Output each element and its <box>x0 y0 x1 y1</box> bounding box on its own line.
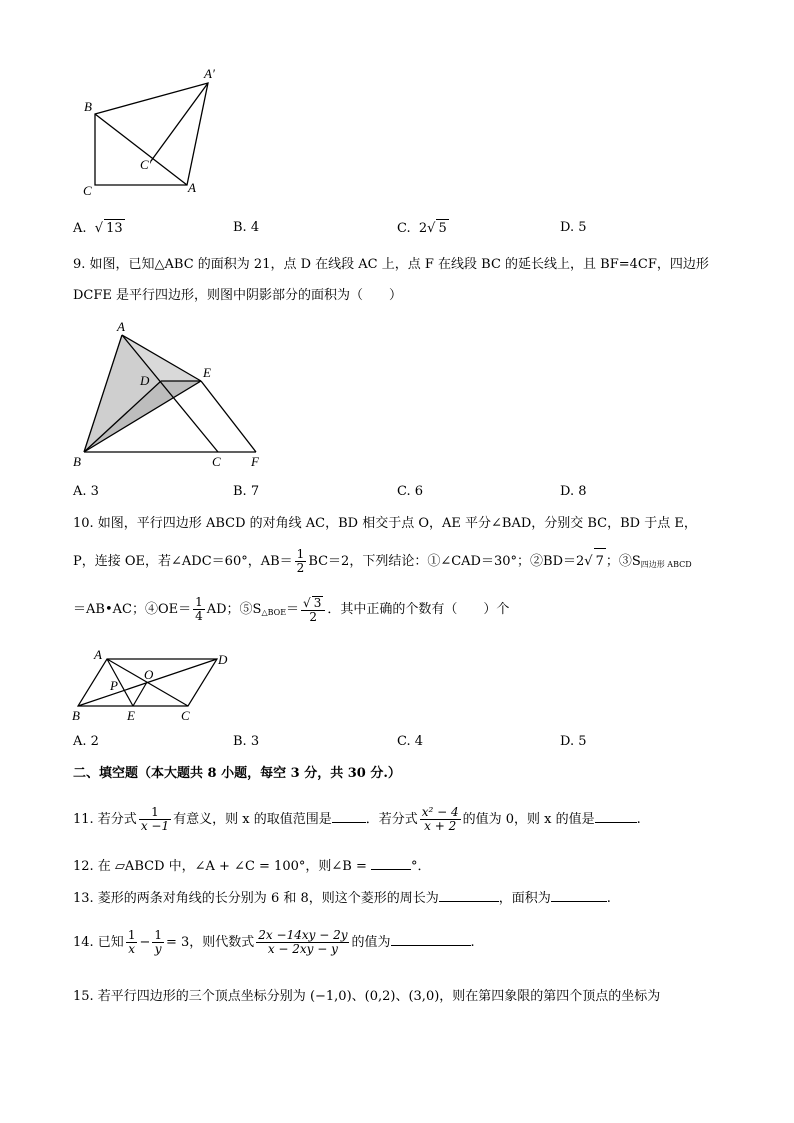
label-e: E <box>203 365 211 380</box>
label-d: D <box>140 373 150 388</box>
blank-q14 <box>391 945 471 946</box>
blank-q13-1 <box>439 901 499 902</box>
q12: 12. 在 ▱ABCD 中，∠A + ∠C = 100°，则∠B = °． <box>73 859 431 874</box>
fraction-one-quarter: $\frac{1}{4}$ <box>195 595 203 623</box>
figure-q9 <box>70 318 270 470</box>
section-fill-in-blank-title: 二、填空题（本大题共 8 小题，每空 3 分，共 30 分.） <box>73 766 401 781</box>
label-a: A <box>94 647 102 662</box>
segment-ba <box>95 114 187 185</box>
q9-option-a: A. 3 <box>73 484 99 499</box>
fraction-algebraic-expression: $\frac{2x -14xy - 2y}{x - 2xy - y}$ <box>258 928 348 956</box>
q10-stem-line1: 10. 如图，平行四边形 ABCD 的对角线 AC，BD 相交于点 O，AE 平分∠BAD，分别交 BC，BD 于点 E， <box>73 516 697 531</box>
q10-option-d: D. 5 <box>560 734 587 749</box>
label-f: F <box>251 454 259 469</box>
blank-q11-1 <box>332 822 366 823</box>
q9-stem-line1: 9. 如图，已知△ABC 的面积为 21，点 D 在线段 AC 上，点 F 在线段 BC 的延长线上，且 BF=4CF，四边形 <box>73 257 709 272</box>
label-c-prime: C′ <box>140 157 152 172</box>
label-b: B <box>73 454 81 469</box>
q8-option-d: D. 5 <box>560 220 587 235</box>
q10-stem-line3: ＝AB•AC；④OE＝ $\frac{1}{4}$ AD；$⑤S_{\triangle BOE}=$ $\frac{√ 3}{2}$ ．其中正确的个数有（ ）个 <box>73 595 510 624</box>
q10-option-a: A. 2 <box>73 734 99 749</box>
fraction-1-over-x: $\frac{1}{x}$ <box>127 928 136 956</box>
q8-option-a: A. √ 13 <box>73 221 123 236</box>
q11: 11. 若分式 $\frac{1}{x -1}$ 有意义，则 x 的取值范围是 ．若分式 $\frac{\text{x² − 4}}{x + 2}$ 的值为 0，则 x 的值是 . <box>73 805 641 833</box>
figure-q8 <box>70 65 230 200</box>
fraction-1-over-x-minus-1: $\frac{1}{x -1}$ <box>140 805 170 833</box>
blank-q11-2 <box>595 822 637 823</box>
q9-option-c: C. 6 <box>397 484 424 499</box>
label-o: O <box>144 667 154 682</box>
label-c: C <box>83 183 92 198</box>
fraction-x2-minus-4-over-x-plus-2: $\frac{\text{x² − 4}}{x + 2}$ <box>421 805 459 833</box>
q9-stem-line2: DCFE 是平行四边形，则图中阴影部分的面积为（ ） <box>73 288 403 303</box>
label-e: E <box>127 708 135 723</box>
q14: 14. 已知 $\frac{1}{x}$ − $\frac{1}{y}$ = 3，则代数式 $\frac{2x -14xy - 2y}{x - 2xy - y}$ 的值为 . <box>73 928 475 956</box>
blank-q12 <box>371 869 411 870</box>
fraction-one-half: $\frac{1}{2}$ <box>296 547 305 575</box>
q8-option-c: C. 2√ 5 <box>397 221 447 236</box>
label-a-prime: A′ <box>204 66 215 81</box>
q10-option-c: C. 4 <box>397 734 424 749</box>
fraction-root3-over-2: $\frac{√ 3}{2}$ <box>301 596 325 624</box>
blank-q13-2 <box>551 901 607 902</box>
q8-option-b: B. 4 <box>233 220 260 235</box>
fraction-1-over-y: $\frac{1}{y}$ <box>154 928 162 956</box>
label-b: B <box>72 708 80 723</box>
label-a: A <box>188 180 196 195</box>
label-c: C <box>181 708 190 723</box>
q10-stem-line2: P，连接 OE，若∠ADC＝60°，AB＝ $\frac{1}{2}$ BC＝2，下列结论：①∠CAD＝30°；②BD＝2√ 7 ；$③S_{四边形 ABCD}$ <box>73 547 692 575</box>
label-a: A <box>117 319 125 334</box>
label-c: C <box>212 454 221 469</box>
label-d: D <box>218 652 228 667</box>
q13: 13. 菱形的两条对角线的长分别为 6 和 8，则这个菱形的周长为 ，面积为 . <box>73 891 611 906</box>
label-p: P <box>110 678 118 693</box>
figure-q10 <box>65 645 245 725</box>
q10-option-b: B. 3 <box>233 734 260 749</box>
label-b: B <box>84 99 92 114</box>
q9-option-b: B. 7 <box>233 484 260 499</box>
q9-option-d: D. 8 <box>560 484 587 499</box>
q15: 15. 若平行四边形的三个顶点坐标分别为 (−1,0)、(0,2)、(3,0)，则在第四象限的第四个顶点的坐标为 <box>73 989 661 1004</box>
